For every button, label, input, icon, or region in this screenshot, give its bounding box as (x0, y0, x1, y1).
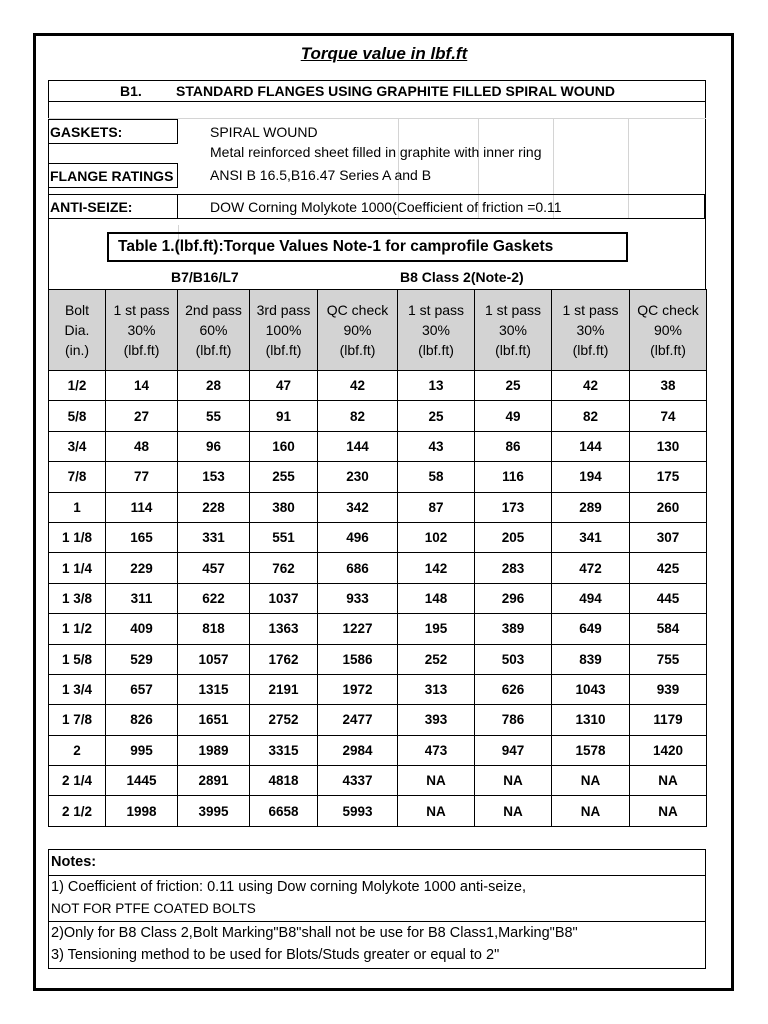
torque-value-cell: 494 (552, 583, 630, 613)
gaskets-value-line1: SPIRAL WOUND (210, 124, 318, 140)
torque-value-cell: 947 (475, 735, 552, 765)
torque-value-cell: 826 (106, 705, 178, 735)
torque-value-cell: 818 (178, 614, 250, 644)
column-header-line: QC check (637, 302, 699, 318)
section-code: B1. (120, 83, 142, 99)
table-row (49, 614, 707, 644)
table-row (49, 644, 707, 674)
torque-value-cell: 2191 (250, 674, 318, 704)
column-header-line: QC check (326, 302, 389, 318)
notes-header-row (48, 849, 706, 875)
bolt-diameter-cell: 2 1/2 (49, 796, 106, 826)
bolt-diameter-cell: 2 (49, 735, 106, 765)
torque-value-cell: 160 (250, 431, 318, 461)
torque-value-cell: 49 (475, 401, 552, 431)
torque-value-cell: 1998 (106, 796, 178, 826)
torque-value-cell: 1179 (630, 705, 707, 735)
torque-value-cell: 144 (318, 431, 398, 461)
torque-value-cell: 1043 (552, 674, 630, 704)
gaskets-label: GASKETS: (50, 124, 123, 140)
column-header (630, 290, 707, 371)
table-row (49, 371, 707, 401)
torque-value-cell: 755 (630, 644, 707, 674)
torque-value-cell: 307 (630, 522, 707, 552)
torque-value-cell: 839 (552, 644, 630, 674)
torque-value-cell: 5993 (318, 796, 398, 826)
column-header-line: (lbf.ft) (572, 342, 609, 358)
torque-value-cell: NA (398, 766, 475, 796)
bolt-diameter-cell: 3/4 (49, 431, 106, 461)
torque-value-cell: 205 (475, 522, 552, 552)
column-header-line: (lbf.ft) (339, 342, 376, 358)
torque-value-cell: 86 (475, 431, 552, 461)
column-header-line: 1 st pass (113, 302, 170, 318)
torque-value-cell: 289 (552, 492, 630, 522)
bolt-diameter-cell: 1 3/8 (49, 583, 106, 613)
column-header-line: 1 st pass (407, 302, 465, 318)
note-1 (48, 875, 706, 921)
torque-value-cell: 1972 (318, 674, 398, 704)
bolt-diameter-cell: 1 5/8 (49, 644, 106, 674)
column-header-line: (in.) (64, 342, 90, 358)
torque-value-cell: 496 (318, 522, 398, 552)
torque-value-cell: 762 (250, 553, 318, 583)
torque-value-cell: 472 (552, 553, 630, 583)
torque-value-cell: 4337 (318, 766, 398, 796)
torque-value-cell: 393 (398, 705, 475, 735)
group-header-left: B7/B16/L7 (171, 269, 239, 285)
torque-value-cell: 311 (106, 583, 178, 613)
torque-value-cell: 3315 (250, 735, 318, 765)
bolt-diameter-cell: 1 1/4 (49, 553, 106, 583)
column-header-line: 30% (127, 322, 156, 338)
note-2: 2)Only for B8 Class 2,Bolt Marking"B8"shall not be use for B8 Class1,Marking"B8" (51, 925, 578, 941)
torque-value-cell: 2984 (318, 735, 398, 765)
torque-value-cell: 551 (250, 522, 318, 552)
torque-value-cell: NA (630, 766, 707, 796)
bolt-diameter-cell: 2 1/4 (49, 766, 106, 796)
column-header-line: 30% (576, 322, 605, 338)
antiseize-label: ANTI-SEIZE: (50, 199, 133, 215)
torque-value-cell: 1420 (630, 735, 707, 765)
torque-value-cell: 144 (552, 431, 630, 461)
column-header-line: (lbf.ft) (123, 342, 160, 358)
column-header-line: 60% (199, 322, 228, 338)
torque-value-cell: 195 (398, 614, 475, 644)
column-header-line: 2nd pass (185, 302, 242, 318)
torque-value-cell: 28 (178, 371, 250, 401)
torque-value-cell: 96 (178, 431, 250, 461)
torque-value-cell: 116 (475, 462, 552, 492)
column-header-line: (lbf.ft) (265, 342, 302, 358)
torque-value-cell: 25 (398, 401, 475, 431)
torque-value-cell: 503 (475, 644, 552, 674)
torque-value-cell: 229 (106, 553, 178, 583)
torque-value-cell: 342 (318, 492, 398, 522)
torque-value-cell: 1057 (178, 644, 250, 674)
torque-value-cell: 1310 (552, 705, 630, 735)
torque-value-cell: 657 (106, 674, 178, 704)
bolt-diameter-cell: 1 1/2 (49, 614, 106, 644)
column-header-line: 3rd pass (256, 302, 311, 318)
section-heading: STANDARD FLANGES USING GRAPHITE FILLED SPIRAL WOUND (176, 83, 615, 99)
torque-value-cell: 584 (630, 614, 707, 644)
torque-value-cell: 331 (178, 522, 250, 552)
torque-value-cell: 228 (178, 492, 250, 522)
column-header-line: (lbf.ft) (495, 342, 531, 358)
column-header (106, 290, 178, 371)
torque-value-cell: 425 (630, 553, 707, 583)
column-header-line: Dia. (64, 322, 90, 338)
column-header-line: (lbf.ft) (418, 342, 454, 358)
column-header (250, 290, 318, 371)
column-header (318, 290, 398, 371)
torque-value-cell: 114 (106, 492, 178, 522)
torque-value-cell: NA (475, 766, 552, 796)
torque-value-cell: 38 (630, 371, 707, 401)
torque-value-cell: 77 (106, 462, 178, 492)
torque-value-cell: 2891 (178, 766, 250, 796)
torque-value-cell: 102 (398, 522, 475, 552)
column-header (552, 290, 630, 371)
torque-value-cell: 91 (250, 401, 318, 431)
torque-value-cell: 6658 (250, 796, 318, 826)
bolt-diameter-cell: 1 (49, 492, 106, 522)
table-row (49, 522, 707, 552)
torque-value-cell: 87 (398, 492, 475, 522)
torque-value-cell: 933 (318, 583, 398, 613)
torque-value-cell: 626 (475, 674, 552, 704)
column-header-line: 100% (265, 322, 302, 338)
torque-value-cell: NA (552, 766, 630, 796)
bolt-diameter-cell: 7/8 (49, 462, 106, 492)
column-header-line: 1 st pass (562, 302, 619, 318)
torque-value-cell: 142 (398, 553, 475, 583)
torque-value-cell: 175 (630, 462, 707, 492)
torque-value-cell: 2752 (250, 705, 318, 735)
torque-value-cell: 380 (250, 492, 318, 522)
column-header-line: 1 st pass (484, 302, 542, 318)
bolt-diameter-cell: 1 1/8 (49, 522, 106, 552)
torque-value-cell: 2477 (318, 705, 398, 735)
note-2-3 (48, 921, 706, 969)
torque-value-cell: 48 (106, 431, 178, 461)
torque-value-cell: 42 (318, 371, 398, 401)
torque-value-cell: 445 (630, 583, 707, 613)
torque-value-cell: 43 (398, 431, 475, 461)
ratings-label: FLANGE RATINGS (50, 168, 174, 184)
sheet-top-line (48, 80, 706, 81)
table-row (49, 766, 707, 796)
torque-value-cell: 457 (178, 553, 250, 583)
torque-value-cell: 252 (398, 644, 475, 674)
column-header-line: (lbf.ft) (650, 342, 686, 358)
torque-value-cell: 153 (178, 462, 250, 492)
torque-value-cell: 82 (552, 401, 630, 431)
ratings-value: ANSI B 16.5,B16.47 Series A and B (210, 167, 432, 183)
torque-value-cell: 27 (106, 401, 178, 431)
torque-value-cell: NA (630, 796, 707, 826)
torque-value-cell: 3995 (178, 796, 250, 826)
column-header (49, 290, 106, 371)
torque-value-cell: 529 (106, 644, 178, 674)
torque-value-cell: 260 (630, 492, 707, 522)
torque-value-cell: 1037 (250, 583, 318, 613)
note-3: 3) Tensioning method to be used for Blots/Studs greater or equal to 2" (51, 947, 500, 963)
torque-value-cell: 1445 (106, 766, 178, 796)
column-header-line: (lbf.ft) (195, 342, 232, 358)
torque-value-cell: 14 (106, 371, 178, 401)
table-row (49, 583, 707, 613)
torque-value-cell: 47 (250, 371, 318, 401)
table-row (49, 553, 707, 583)
torque-value-cell: 1363 (250, 614, 318, 644)
torque-value-cell: 1651 (178, 705, 250, 735)
torque-value-cell: 4818 (250, 766, 318, 796)
bolt-diameter-cell: 1 3/4 (49, 674, 106, 704)
torque-value-cell: 25 (475, 371, 552, 401)
column-header (178, 290, 250, 371)
torque-value-cell: 230 (318, 462, 398, 492)
torque-value-cell: 74 (630, 401, 707, 431)
note-1-line1: 1) Coefficient of friction: 0.11 using Dow corning Molykote 1000 anti-seize, (51, 879, 526, 895)
torque-value-cell: 1227 (318, 614, 398, 644)
torque-value-cell: 13 (398, 371, 475, 401)
table-header-row (49, 290, 707, 371)
column-header-line: 90% (653, 322, 683, 338)
column-header (398, 290, 475, 371)
torque-value-cell: 173 (475, 492, 552, 522)
torque-value-cell: 58 (398, 462, 475, 492)
sheet-right-border (705, 80, 706, 289)
table-row (49, 492, 707, 522)
torque-value-cell: 1586 (318, 644, 398, 674)
torque-value-cell: 1578 (552, 735, 630, 765)
torque-value-cell: 389 (475, 614, 552, 644)
torque-value-cell: NA (475, 796, 552, 826)
notes-label: Notes: (51, 854, 97, 870)
torque-value-cell: 313 (398, 674, 475, 704)
torque-value-cell: 1989 (178, 735, 250, 765)
torque-value-cell: NA (398, 796, 475, 826)
table-row (49, 401, 707, 431)
torque-value-cell: 296 (475, 583, 552, 613)
gaskets-value-line2: Metal reinforced sheet filled in graphite with inner ring (210, 144, 542, 160)
torque-value-cell: 686 (318, 553, 398, 583)
table-row (49, 796, 707, 826)
torque-value-cell: 649 (552, 614, 630, 644)
torque-table (48, 289, 707, 827)
torque-value-cell: 255 (250, 462, 318, 492)
torque-value-cell: 148 (398, 583, 475, 613)
torque-value-cell: 473 (398, 735, 475, 765)
table-row (49, 431, 707, 461)
column-header-line: Bolt (64, 302, 90, 318)
column-header (475, 290, 552, 371)
torque-value-cell: 1762 (250, 644, 318, 674)
torque-value-cell: 55 (178, 401, 250, 431)
torque-value-cell: 622 (178, 583, 250, 613)
column-header-line: 30% (421, 322, 451, 338)
table-row (49, 462, 707, 492)
torque-value-cell: 194 (552, 462, 630, 492)
column-header-line: 30% (498, 322, 528, 338)
bolt-diameter-cell: 1 7/8 (49, 705, 106, 735)
bolt-diameter-cell: 5/8 (49, 401, 106, 431)
torque-value-cell: 283 (475, 553, 552, 583)
section-heading-bottom-line (48, 101, 706, 102)
torque-value-cell: 409 (106, 614, 178, 644)
torque-value-cell: NA (552, 796, 630, 826)
torque-value-cell: 786 (475, 705, 552, 735)
group-header-right: B8 Class 2(Note-2) (400, 269, 524, 285)
torque-value-cell: 1315 (178, 674, 250, 704)
table-row (49, 735, 707, 765)
torque-value-cell: 82 (318, 401, 398, 431)
antiseize-value: DOW Corning Molykote 1000(Coefficient of friction =0.11 (210, 199, 562, 215)
torque-value-cell: 42 (552, 371, 630, 401)
torque-value-cell: 995 (106, 735, 178, 765)
column-header-line: 90% (343, 322, 372, 338)
note-1-line2: NOT FOR PTFE COATED BOLTS (51, 901, 256, 916)
table-row (49, 705, 707, 735)
torque-value-cell: 165 (106, 522, 178, 552)
table-row (49, 674, 707, 704)
table-caption: Table 1.(lbf.ft):Torque Values Note-1 for camprofile Gaskets (118, 238, 554, 255)
torque-value-cell: 130 (630, 431, 707, 461)
torque-value-cell: 939 (630, 674, 707, 704)
page-title: Torque value in lbf.ft (300, 44, 468, 63)
bolt-diameter-cell: 1/2 (49, 371, 106, 401)
torque-value-cell: 341 (552, 522, 630, 552)
